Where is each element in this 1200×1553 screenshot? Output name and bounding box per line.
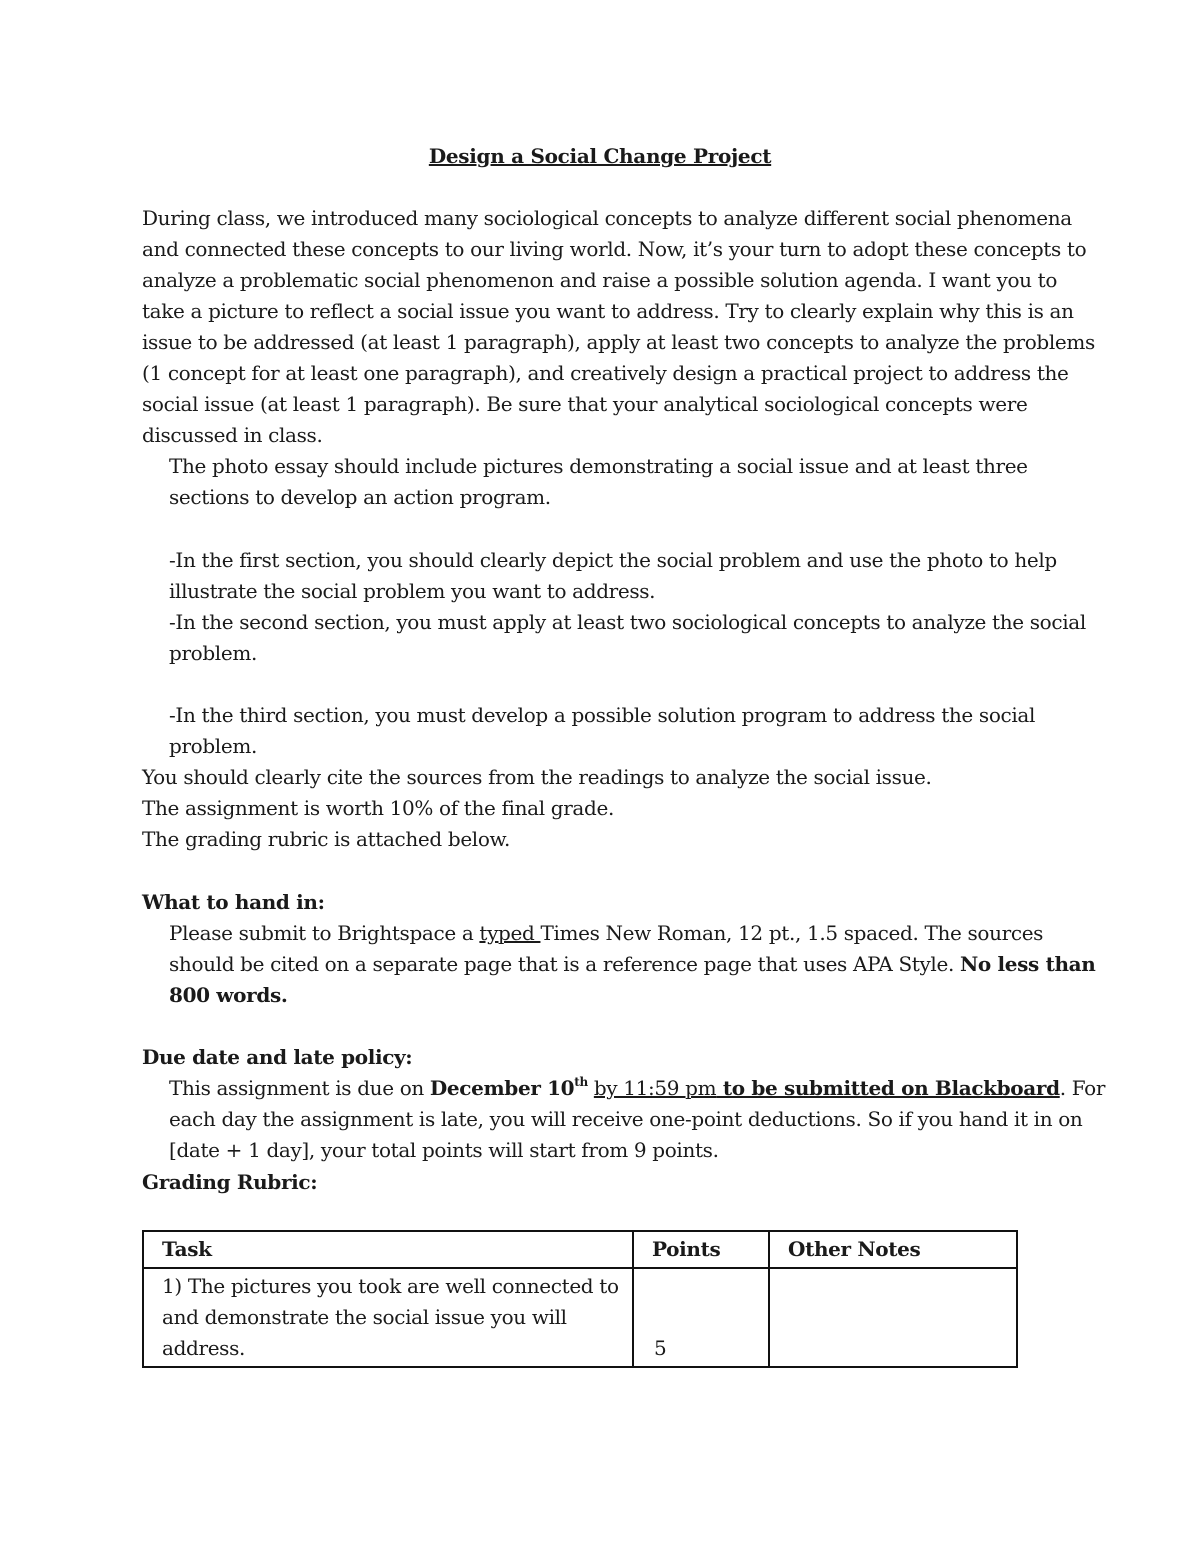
- due-heading: Due date and late policy:: [142, 1045, 413, 1069]
- section3-line: -In the third section, you must develop a possible solution program to address the social: [169, 703, 1036, 727]
- table-row: [143, 1268, 1017, 1367]
- word-minimum: 800 words.: [169, 983, 288, 1007]
- rubric-table: [142, 1230, 1018, 1368]
- intro-line: (1 concept for at least one paragraph), and creatively design a practical project to address the: [142, 361, 1069, 385]
- hand-in-text: Please submit to Brightspace a: [169, 921, 480, 945]
- task-cell: [143, 1268, 633, 1367]
- notes-cell: [769, 1268, 1017, 1367]
- closing-line: The grading rubric is attached below.: [142, 827, 510, 851]
- due-text: This assignment is due on: [169, 1076, 430, 1100]
- section2-line: -In the second section, you must apply at least two sociological concepts to analyze the social: [169, 610, 1086, 634]
- points-cell: 5: [633, 1268, 769, 1367]
- word-minimum: No less than: [959, 952, 1096, 976]
- document-title: Design a Social Change Project: [428, 144, 772, 168]
- closing-line: The assignment is worth 10% of the final grade.: [142, 796, 614, 820]
- due-line: each day the assignment is late, you will receive one-point deductions. So if you hand it in on: [169, 1107, 1083, 1131]
- section2-line: problem.: [169, 641, 257, 665]
- due-time: by 11:59 pm: [593, 1076, 717, 1100]
- intro-line: discussed in class.: [142, 423, 323, 447]
- closing-line: You should clearly cite the sources from the readings to analyze the social issue.: [142, 765, 932, 789]
- intro-line: social issue (at least 1 paragraph). Be sure that your analytical sociological concepts were: [142, 392, 1028, 416]
- due-date-suffix: th: [574, 1075, 588, 1089]
- column-header-task: Task: [143, 1231, 633, 1268]
- section1-line: -In the first section, you should clearly depict the social problem and use the photo to help: [169, 548, 1057, 572]
- hand-in-line: [169, 919, 1043, 947]
- intro-line: issue to be addressed (at least 1 paragraph), apply at least two concepts to analyze the problems: [142, 330, 1095, 354]
- hand-in-heading: What to hand in:: [142, 890, 325, 914]
- due-platform: to be submitted on Blackboard: [716, 1076, 1060, 1100]
- due-date: December 10: [429, 1076, 575, 1100]
- hand-in-typed: typed: [479, 921, 541, 945]
- task-line: and demonstrate the social issue you will: [162, 1305, 567, 1329]
- intro-line: During class, we introduced many sociological concepts to analyze different social phenomena: [142, 206, 1072, 230]
- due-text: . For: [1059, 1076, 1106, 1100]
- hand-in-line: [169, 950, 1095, 978]
- intro-line: take a picture to reflect a social issue you want to address. Try to clearly explain why this is an: [142, 299, 1074, 323]
- photo-essay-line: The photo essay should include pictures demonstrating a social issue and at least three: [169, 454, 1028, 478]
- task-line: 1) The pictures you took are well connected to: [162, 1274, 619, 1298]
- due-line: [169, 1074, 1105, 1102]
- task-line: address.: [162, 1336, 246, 1360]
- hand-in-text: should be cited on a separate page that is a reference page that uses APA Style.: [169, 952, 960, 976]
- photo-essay-line: sections to develop an action program.: [169, 485, 551, 509]
- due-line: [date + 1 day], your total points will start from 9 points.: [169, 1138, 719, 1162]
- column-header-notes: Other Notes: [769, 1231, 1017, 1268]
- intro-line: analyze a problematic social phenomenon and raise a possible solution agenda. I want you to: [142, 268, 1058, 292]
- intro-line: and connected these concepts to our living world. Now, it’s your turn to adopt these concepts to: [142, 237, 1087, 261]
- section1-line: illustrate the social problem you want to address.: [169, 579, 656, 603]
- table-header-row: [143, 1231, 1017, 1268]
- hand-in-text: Times New Roman, 12 pt., 1.5 spaced. The sources: [540, 921, 1044, 945]
- rubric-heading: Grading Rubric:: [142, 1170, 318, 1194]
- section3-line: problem.: [169, 734, 257, 758]
- column-header-points: Points: [633, 1231, 769, 1268]
